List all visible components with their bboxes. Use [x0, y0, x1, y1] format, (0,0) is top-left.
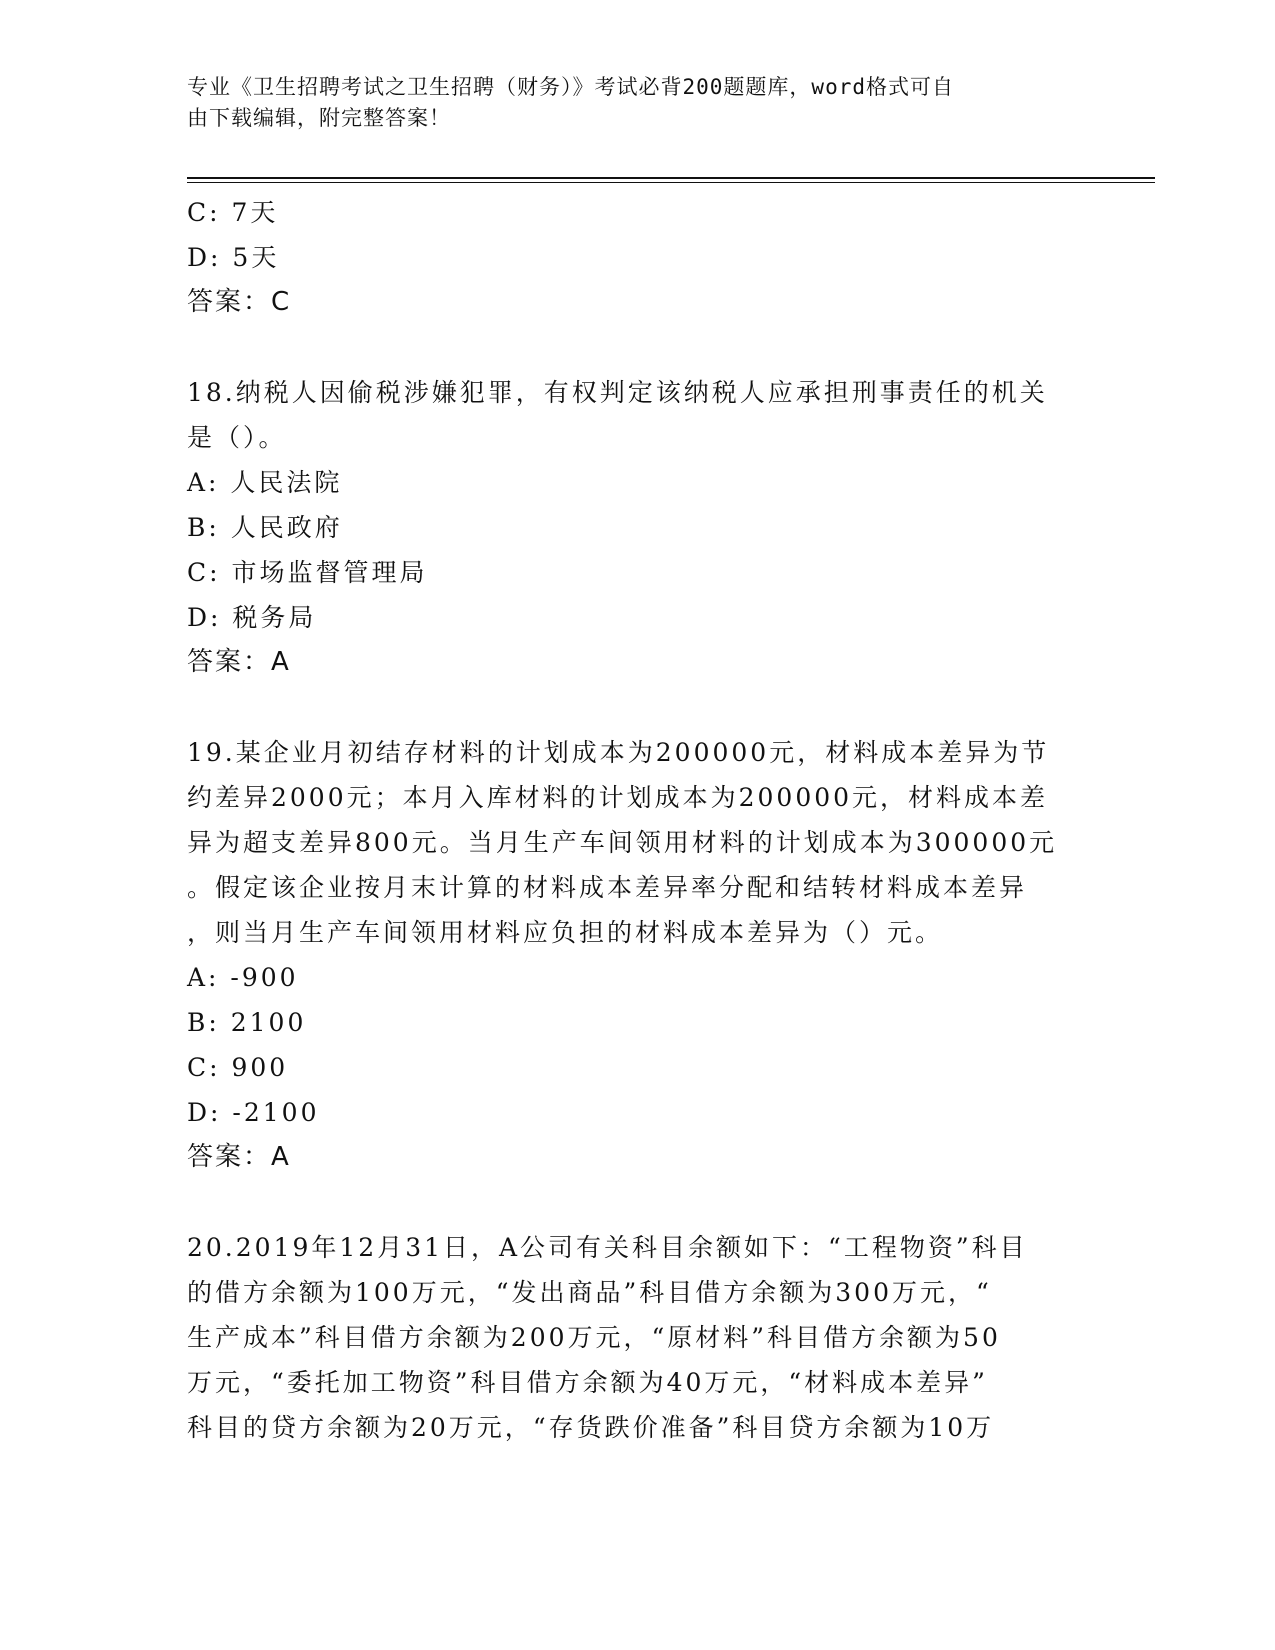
document-header: [187, 72, 1067, 134]
question-stem-line: 异为超支差异800元。当月生产车间领用材料的计划成本为300000元: [187, 828, 1058, 857]
option-d: D: 税务局: [187, 603, 317, 632]
question-17-tail: [187, 190, 1087, 325]
question-stem-line: 18.纳税人因偷税涉嫌犯罪，有权判定该纳税人应承担刑事责任的机关: [187, 378, 1048, 407]
question-stem-line: 的借方余额为100万元，“发出商品”科目借方余额为300万元，“: [187, 1278, 992, 1307]
option-c: C: 7天: [187, 198, 279, 227]
question-18: [187, 370, 1087, 685]
question-stem-line: ，则当月生产车间领用材料应负担的材料成本差异为（）元。: [187, 918, 944, 947]
option-d: D: 5天: [187, 243, 280, 272]
spacer: [187, 1180, 1087, 1225]
option-c: C: 市场监督管理局: [187, 558, 428, 587]
document-body: [187, 190, 1087, 1450]
question-stem-line: 。假定该企业按月末计算的材料成本差异率分配和结转材料成本差异: [187, 873, 1028, 902]
option-d: D: -2100: [187, 1098, 320, 1127]
question-stem-line: 约差异2000元；本月入库材料的计划成本为200000元，材料成本差: [187, 783, 1049, 812]
question-stem-line: 万元，“委托加工物资”科目借方余额为40万元，“材料成本差异”: [187, 1368, 988, 1397]
question-stem-line: 20.2019年12月31日，A公司有关科目余额如下：“工程物资”科目: [187, 1233, 1028, 1262]
option-a: A: 人民法院: [187, 468, 343, 497]
answer-line: 答案：A: [187, 1142, 291, 1172]
option-c: C: 900: [187, 1053, 289, 1082]
option-b: B: 2100: [187, 1008, 307, 1037]
spacer: [187, 685, 1087, 730]
header-line-2: 由下载编辑，附完整答案！: [187, 106, 451, 130]
question-stem-line: 科目的贷方余额为20万元，“存货跌价准备”科目贷方余额为10万: [187, 1413, 995, 1442]
option-b: B: 人民政府: [187, 513, 343, 542]
question-20: [187, 1225, 1087, 1450]
answer-line: 答案：A: [187, 647, 291, 677]
option-a: A: -900: [187, 963, 299, 992]
question-stem-line: 是（）。: [187, 423, 287, 452]
question-19: [187, 730, 1087, 1180]
answer-line: 答案：C: [187, 287, 292, 317]
header-divider-thin: [187, 182, 1155, 183]
header-line-1: 专业《卫生招聘考试之卫生招聘（财务）》考试必背200题题库，word格式可自: [187, 75, 954, 99]
question-stem-line: 生产成本”科目借方余额为200万元，“原材料”科目借方余额为50: [187, 1323, 1001, 1352]
header-divider-thick: [187, 177, 1155, 179]
question-stem-line: 19.某企业月初结存材料的计划成本为200000元，材料成本差异为节: [187, 738, 1050, 767]
spacer: [187, 325, 1087, 370]
